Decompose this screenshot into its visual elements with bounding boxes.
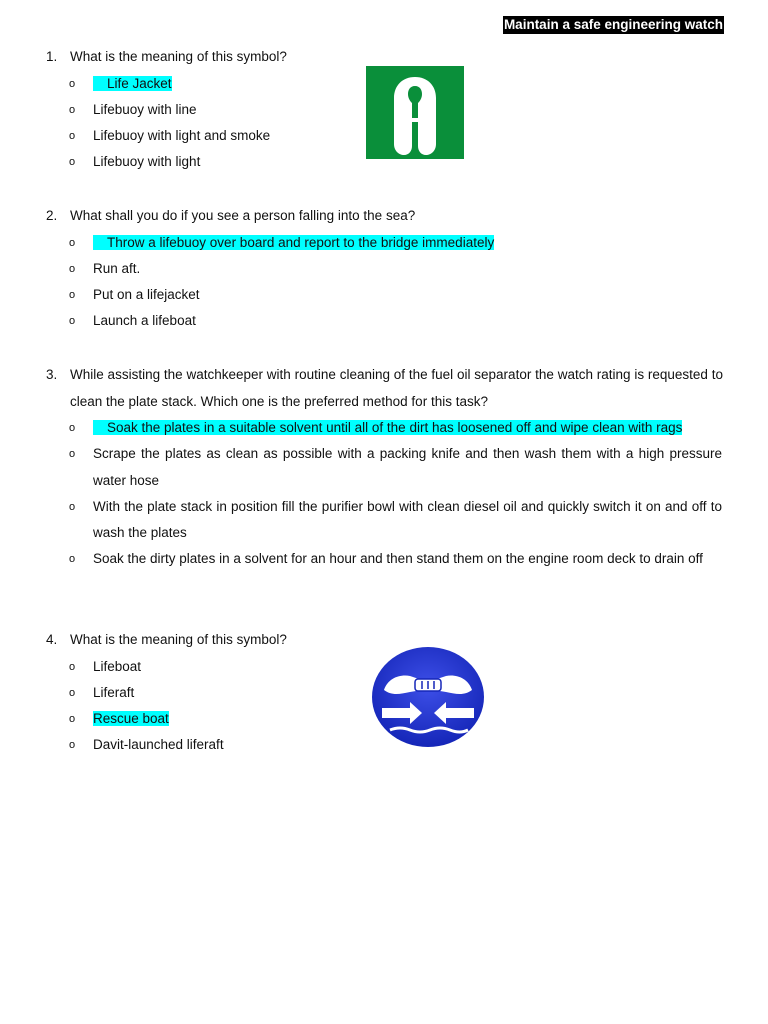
option-label: Lifebuoy with light and smoke (93, 128, 271, 144)
option-label: Lifebuoy with line (93, 101, 197, 117)
option-label: Liferaft (93, 684, 135, 700)
life-jacket-symbol-icon (364, 64, 466, 161)
answer-option[interactable] (0, 441, 768, 494)
question-number: 2. (46, 208, 58, 223)
bullet-icon: o (69, 236, 76, 249)
answer-option[interactable] (0, 256, 768, 282)
option-label: Lifebuoy with light (93, 154, 201, 170)
question-3 (0, 362, 768, 573)
question-text: What shall you do if you see a person falling into the sea? (70, 208, 416, 223)
option-label: Soak the dirty plates in a solvent for an hour and then stand them on the engine room deck to drain off (93, 551, 703, 567)
option-label: With the plate stack in position fill the purifier bowl with clean diesel oil and quickly switch it on and off to wash the plates (93, 498, 722, 541)
answer-option[interactable] (0, 494, 768, 547)
bullet-icon: o (69, 739, 76, 752)
bullet-icon: o (69, 130, 76, 143)
option-label-correct: Life Jacket (93, 76, 172, 91)
bullet-icon: o (69, 686, 76, 699)
question-text: What is the meaning of this symbol? (70, 632, 287, 647)
bullet-icon: o (69, 289, 76, 302)
bullet-icon: o (69, 156, 76, 169)
bullet-icon: o (69, 500, 76, 513)
question-text: What is the meaning of this symbol? (70, 49, 287, 64)
option-label-correct: Soak the plates in a suitable solvent until all of the dirt has loosened off and wipe clean with rags (93, 420, 682, 435)
option-label-correct: Rescue boat (93, 711, 169, 727)
question-2 (0, 203, 768, 335)
bullet-icon: o (69, 315, 76, 328)
bullet-icon: o (69, 422, 76, 434)
document-header-title: Maintain a safe engineering watch (503, 17, 723, 32)
bullet-icon: o (69, 262, 76, 275)
option-label: Lifeboat (93, 658, 142, 674)
answer-option[interactable] (0, 546, 768, 572)
question-number: 1. (46, 49, 58, 64)
option-label-correct: Throw a lifebuoy over board and report to the bridge immediately (93, 235, 494, 250)
option-label: Scrape the plates as clean as possible with a packing knife and then wash them with a high pressure water hose (93, 446, 722, 488)
bullet-icon: o (69, 448, 76, 461)
bullet-icon: o (69, 713, 76, 726)
answer-option[interactable] (0, 308, 768, 334)
option-label: Launch a lifeboat (93, 313, 196, 329)
answer-option[interactable] (0, 415, 768, 441)
bullet-icon: o (69, 103, 76, 116)
bullet-icon: o (69, 660, 76, 673)
question-number: 4. (46, 632, 58, 647)
answer-option[interactable] (0, 230, 768, 256)
bullet-icon: o (69, 77, 76, 90)
option-label: Davit-launched liferaft (93, 737, 224, 753)
bullet-icon: o (69, 553, 76, 566)
question-text: While assisting the watchkeeper with routine cleaning of the fuel oil separator the watch rating is requested to clean the plate stack. Which one is the preferred method for this task? (70, 367, 723, 409)
rescue-boat-symbol-icon (370, 646, 486, 748)
answer-option[interactable] (0, 282, 768, 308)
option-label: Put on a lifejacket (93, 287, 200, 303)
question-number: 3. (46, 367, 58, 382)
option-label: Run aft. (93, 260, 141, 276)
